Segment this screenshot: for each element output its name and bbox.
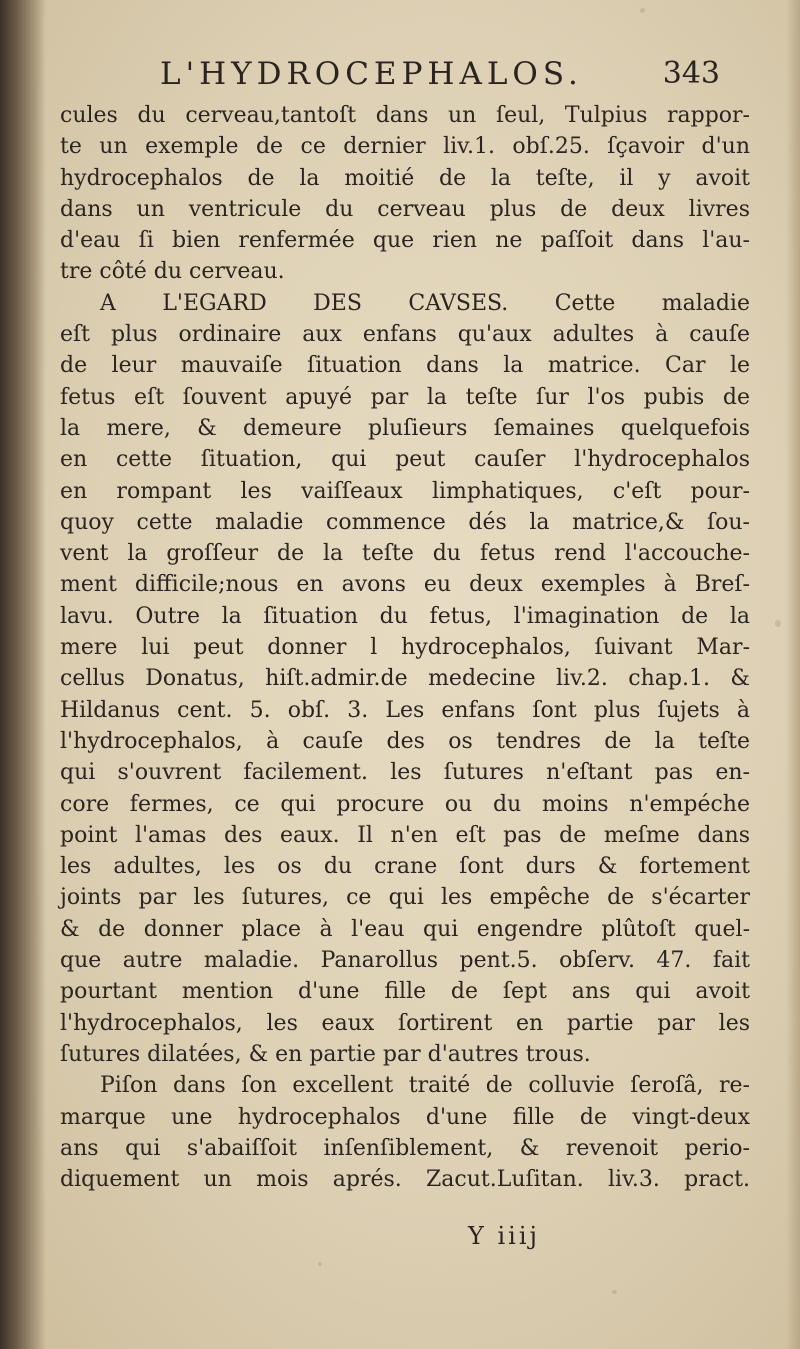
- text-line: cellus Donatus, hiſt.admir.de medecine liv.2. chap.1. &: [60, 666, 750, 692]
- text-line: tre côté du cerveau.: [60, 259, 285, 285]
- text-line: hydrocephalos de la moitié de la teſte, il y avoit: [60, 165, 750, 191]
- text-line: l'hydrocephalos, à cauſe des os tendres de la teſte: [60, 728, 750, 754]
- text-line: core fermes, ce qui procure ou du moins n'empéche: [60, 791, 750, 817]
- text-line: ment difficile;nous en avons eu deux exemples à Breſ-: [60, 572, 750, 598]
- foxing-spot: [775, 620, 781, 627]
- text-line: joints par les ſutures, ce qui les empêche de s'écarter: [60, 885, 750, 911]
- text-line: que autre maladie. Panarollus pent.5. obſerv. 47. fait: [60, 948, 750, 974]
- text-line: mere lui peut donner l hydrocephalos, ſuivant Mar-: [60, 635, 750, 661]
- text-line: quoy cette maladie commence dés la matrice,& ſou-: [60, 509, 750, 535]
- text-line: cules du cerveau,tantoſt dans un ſeul, Tulpius rappor-: [60, 103, 750, 128]
- text-line: vent la groſſeur de la teſte du fetus rend l'accouche-: [60, 541, 750, 567]
- text-line: en rompant les vaiſſeaux limphatiques, c'eſt pour-: [60, 478, 750, 504]
- foxing-spot: [612, 1290, 617, 1294]
- text-line: dans un ventricule du cerveau plus de deux livres: [60, 196, 750, 222]
- running-head: [160, 56, 720, 102]
- text-line: lavu. Outre la ſituation du fetus, l'imagination de la: [60, 603, 750, 629]
- text-line: eſt plus ordinaire aux enfans qu'aux adultes à cauſe: [60, 322, 750, 348]
- text-line: point l'amas des eaux. Il n'en eſt pas de meſme dans: [60, 822, 750, 848]
- text-line: te un exemple de ce dernier liv.1. obſ.25. ſçavoir d'un: [60, 134, 750, 160]
- text-line: qui s'ouvrent facilement. les ſutures n'eſtant pas en-: [60, 760, 750, 786]
- text-line: Hildanus cent. 5. obſ. 3. Les enfans ſont plus ſujets à: [60, 697, 750, 723]
- text-line: fetus eſt ſouvent apuyé par la teſte ſur l'os pubis de: [60, 384, 750, 410]
- text-line: d'eau ſi bien renfermée que rien ne paſſoit dans l'au-: [60, 228, 750, 254]
- foxing-spot: [640, 8, 645, 13]
- text-line: en cette ſituation, qui peut cauſer l'hydrocephalos: [60, 447, 750, 473]
- page-edge: [786, 0, 800, 1349]
- text-line: & de donner place à l'eau qui engendre plûtoſt quel-: [60, 916, 750, 942]
- text-line: les adultes, les os du crane ſont durs & fortement: [60, 854, 750, 880]
- running-title: L'HYDROCEPHALOS.: [160, 56, 583, 92]
- signature-mark: Y iiij: [468, 1222, 540, 1250]
- text-line: de leur mauvaiſe ſituation dans la matrice. Car le: [60, 353, 750, 379]
- section-heading-line: A L'EGARD DES CAVSES. Cette maladie: [100, 290, 750, 316]
- binding-gutter: [0, 0, 46, 1349]
- text-line: ans qui s'abaiſſoit inſenſiblement, & revenoit perio-: [60, 1135, 750, 1161]
- foxing-spot: [318, 1262, 322, 1266]
- text-line: ſutures dilatées, & en partie par d'autres trous.: [60, 1041, 591, 1067]
- text-line: pourtant mention d'une fille de ſept ans qui avoit: [60, 979, 750, 1005]
- text-line: Piſon dans ſon excellent traité de colluvie ſeroſâ, re-: [100, 1073, 750, 1099]
- text-line: la mere, & demeure pluſieurs ſemaines quelquefois: [60, 415, 750, 441]
- text-line: marque une hydrocephalos d'une fille de vingt-deux: [60, 1104, 750, 1130]
- text-line: l'hydrocephalos, les eaux ſortirent en partie par les: [60, 1010, 750, 1036]
- body-text: [60, 100, 750, 1195]
- page-number: 343: [662, 56, 720, 91]
- text-line: diquement un mois aprés. Zacut.Luſitan. liv.3. pract.: [60, 1167, 750, 1193]
